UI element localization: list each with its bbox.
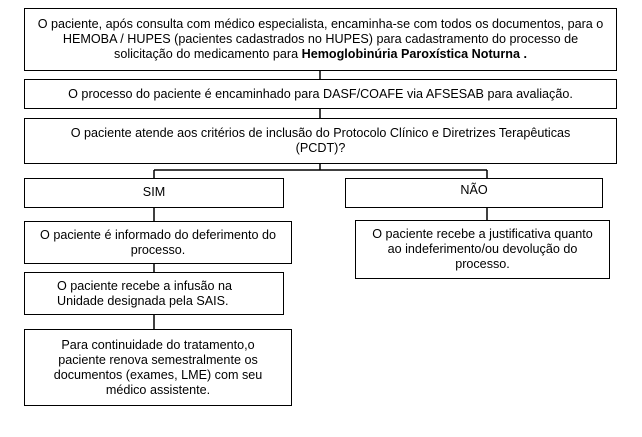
yes-branch-box <box>24 178 284 208</box>
step-criteria-question-box <box>24 118 617 164</box>
no-justification-box <box>355 220 610 279</box>
yes-informed-text: O paciente é informado do deferimento do processo. <box>40 227 276 257</box>
step-forwarding-box <box>24 79 617 109</box>
no-justification-text: O paciente recebe a justificativa quanto ao indeferimento/ou devolução do processo. <box>372 227 593 271</box>
yes-infusion-box <box>24 272 284 315</box>
step-consultation-box <box>24 8 617 71</box>
step-consultation-text <box>33 17 608 62</box>
step-criteria-question-text: O paciente atende aos critérios de inclusão do Protocolo Clínico e Diretrizes Terapêuticas (PCDT)? <box>70 126 571 155</box>
no-branch-label: NÃO <box>460 183 488 197</box>
step-consultation-regular: O paciente, após consulta com médico especialista, encaminha-se com todos os documentos, para o HEMOBA / HUPES (pacientes cadastrados no HUPES) para cadastramento do processo de solicitação do medicamento para <box>37 17 604 61</box>
yes-infusion-text: O paciente recebe a infusão na Unidade designada pela SAIS. <box>57 278 233 308</box>
step-consultation-bold: Hemoglobinúria Paroxística Noturna . <box>301 47 527 61</box>
yes-branch-label: SIM <box>142 185 166 199</box>
yes-renewal-box <box>24 329 292 406</box>
step-forwarding-text: O processo do paciente é encaminhado para DASF/COAFE via AFSESAB para avaliação. <box>68 86 573 101</box>
yes-renewal-text: Para continuidade do tratamento,o paciente renova semestralmente os documentos (exames, LME) com seu médico assistente. <box>53 337 263 397</box>
yes-informed-box <box>24 221 292 264</box>
no-branch-box <box>345 178 603 208</box>
